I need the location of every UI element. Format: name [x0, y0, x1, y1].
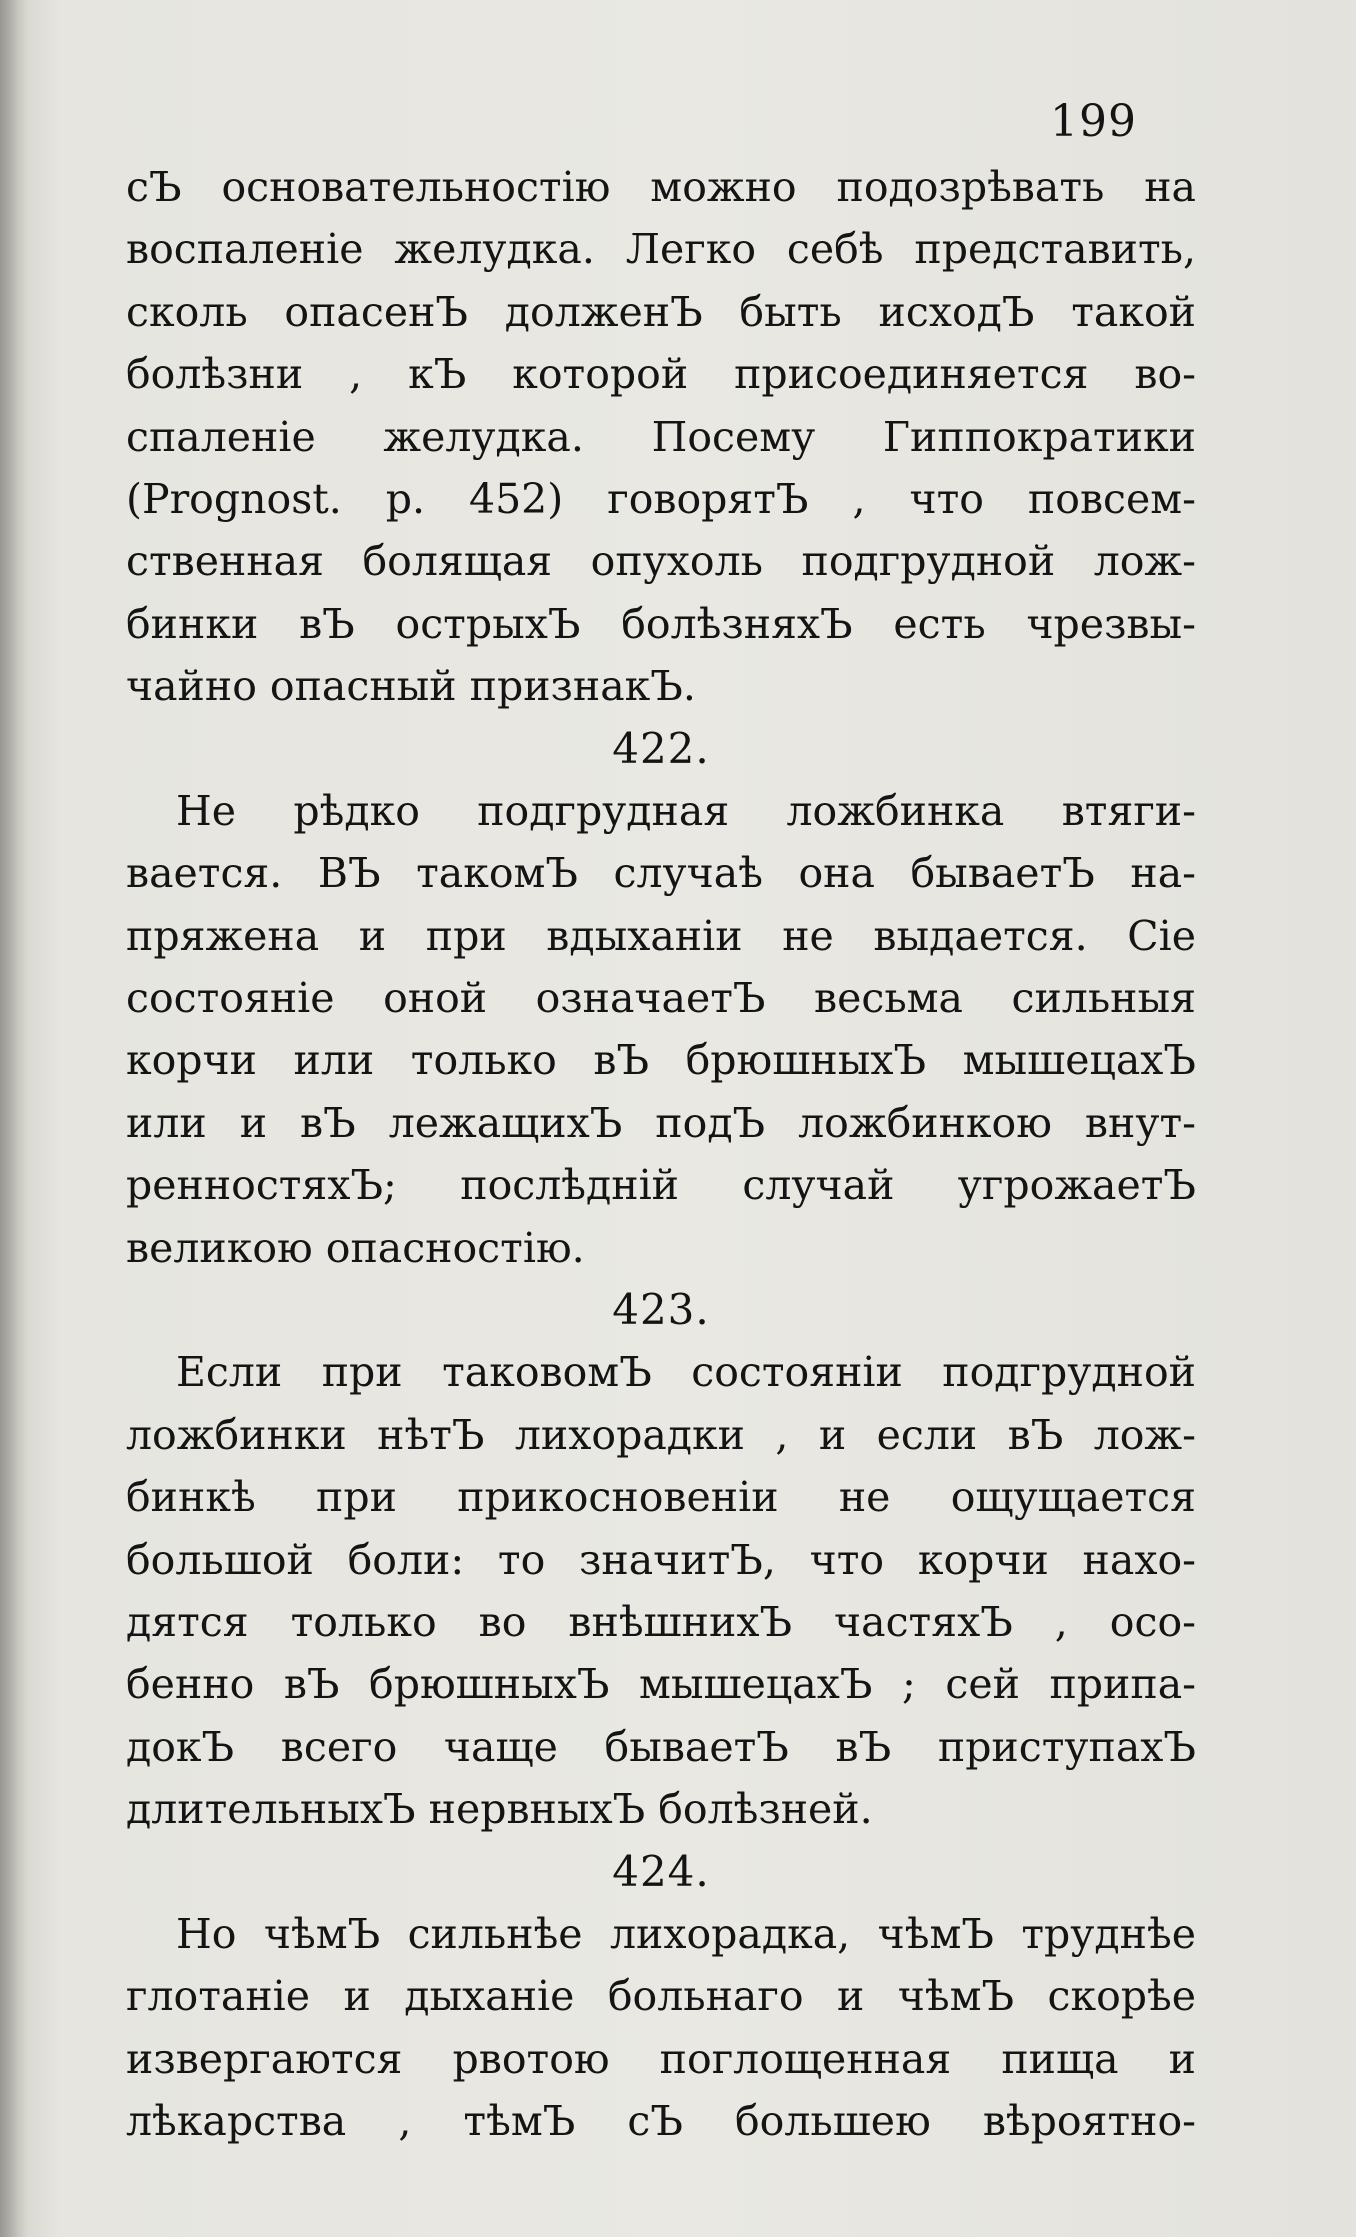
- text-line: Если при таковомЪ состояніи подгрудной: [176, 1348, 1196, 1397]
- text-line: Но чѣмЪ сильнѣе лихорадка, чѣмЪ труднѣе: [176, 1909, 1196, 1958]
- text-line: или и вЪ лежащихЪ подЪ ложбинкою внут-: [126, 1098, 1196, 1147]
- text-line: болѣзни , кЪ которой присоединяется во-: [126, 350, 1196, 399]
- text-line: лѣкарства , тѣмЪ сЪ большею вѣроятно-: [126, 2097, 1196, 2146]
- paragraph-423: [126, 1341, 1196, 1840]
- text-line: глотаніе и дыханіе больнаго и чѣмЪ скорѣе: [126, 1972, 1196, 2021]
- text-line: бинки вЪ острыхЪ болѣзняхЪ есть чрезвы-: [126, 599, 1196, 648]
- text-line: состояніе оной означаетЪ весьма сильныя: [126, 974, 1196, 1023]
- section-number-422: 422.: [612, 723, 710, 773]
- text-line: ложбинки нѣтЪ лихорадки , и если вЪ лож-: [126, 1410, 1196, 1459]
- page-body: [126, 156, 1196, 2153]
- text-line: (Prognost. p. 452) говорятЪ , что повсем-: [126, 474, 1196, 523]
- text-line: великою опасностію.: [126, 1223, 585, 1272]
- text-line: бенно вЪ брюшныхЪ мышецахЪ ; сей припа-: [126, 1660, 1196, 1709]
- text-line: ренностяхЪ; послѣдній случай угрожаетЪ: [126, 1161, 1196, 1210]
- text-line: бинкѣ при прикосновеніи не ощущается: [126, 1473, 1196, 1522]
- text-line: длительныхЪ нервныхЪ болѣзней.: [126, 1785, 873, 1834]
- text-line: пряжена и при вдыханіи не выдается. Сіе: [126, 911, 1196, 960]
- text-line: докЪ всего чаще бываетЪ вЪ приступахЪ: [126, 1722, 1196, 1771]
- text-line: извергаются рвотою поглощенная пища и: [126, 2034, 1196, 2083]
- paragraph-424: [126, 1903, 1196, 2153]
- binding-shadow: [0, 0, 28, 2237]
- text-line: воспаленіе желудка. Легко себѣ представить,: [126, 225, 1196, 274]
- text-line: дятся только во внѣшнихЪ частяхЪ , осо-: [126, 1597, 1196, 1646]
- text-line: сколь опасенЪ долженЪ быть исходЪ такой: [126, 287, 1196, 336]
- text-line: чайно опасный признакЪ.: [126, 662, 696, 711]
- text-line: Не рѣдко подгрудная ложбинка втяги-: [176, 786, 1196, 835]
- text-line: корчи или только вЪ брюшныхЪ мышецахЪ: [126, 1036, 1196, 1085]
- text-line: сЪ основательностію можно подозрѣвать на: [126, 163, 1196, 211]
- section-number-424: 424.: [612, 1846, 710, 1896]
- text-line: спаленіе желудка. Посему Гиппократики: [126, 412, 1196, 461]
- section-number-423: 423.: [612, 1285, 710, 1335]
- text-line: ственная болящая опухоль подгрудной лож-: [126, 537, 1196, 586]
- text-line: вается. ВЪ такомЪ случаѣ она бываетЪ на-: [126, 849, 1196, 898]
- text-line: большой боли: то значитЪ, что корчи нахо-: [126, 1535, 1196, 1584]
- paragraph-422: [126, 780, 1196, 1279]
- page-number: 199: [1050, 96, 1137, 147]
- paragraph-continuation: [126, 156, 1196, 718]
